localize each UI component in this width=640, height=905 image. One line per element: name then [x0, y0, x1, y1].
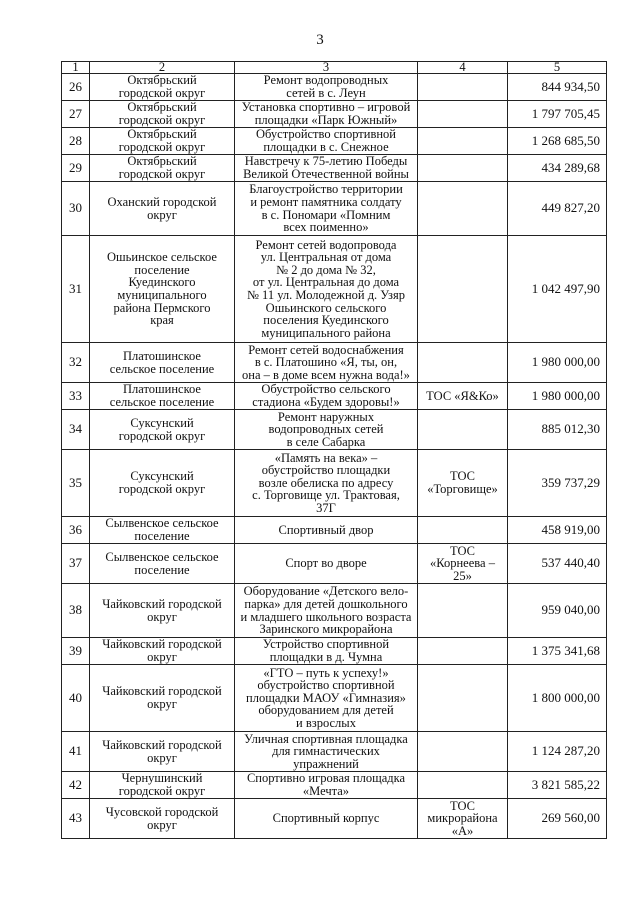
project-cell: «ГТО – путь к успеху!» обустройство спортивной площадки МАОУ «Гимназия» оборудованием для детей и взрослых [235, 665, 418, 732]
amount-cell: 1 980 000,00 [508, 383, 607, 410]
municipality-cell: Октябрьский городской округ [90, 101, 235, 128]
tos-cell [418, 772, 508, 799]
row-number: 36 [62, 517, 90, 544]
table-row [62, 772, 607, 799]
row-number: 28 [62, 128, 90, 155]
row-number: 30 [62, 182, 90, 236]
table-row [62, 799, 607, 839]
row-number: 38 [62, 584, 90, 638]
table-row [62, 155, 607, 182]
tos-cell: ТОС «Я&Ко» [418, 383, 508, 410]
amount-cell: 1 797 705,45 [508, 101, 607, 128]
row-number: 39 [62, 638, 90, 665]
tos-cell [418, 74, 508, 101]
tos-cell [418, 638, 508, 665]
municipality-cell: Октябрьский городской округ [90, 74, 235, 101]
project-cell: Ремонт водопроводных сетей в с. Леун [235, 74, 418, 101]
tos-cell [418, 343, 508, 383]
municipality-cell: Ошьинское сельское поселение Куединского муниципального района Пермского края [90, 236, 235, 343]
project-cell: Ремонт наружных водопроводных сетей в селе Сабарка [235, 410, 418, 450]
amount-cell: 449 827,20 [508, 182, 607, 236]
amount-cell: 1 042 497,90 [508, 236, 607, 343]
table-row [62, 182, 607, 236]
header-col-1: 1 [62, 62, 90, 74]
row-number: 33 [62, 383, 90, 410]
municipality-cell: Чернушинский городской округ [90, 772, 235, 799]
municipality-cell: Суксунский городской округ [90, 410, 235, 450]
table-row [62, 665, 607, 732]
municipality-cell: Чайковский городской округ [90, 584, 235, 638]
row-number: 31 [62, 236, 90, 343]
table-row [62, 584, 607, 638]
municipality-cell: Чусовской городской округ [90, 799, 235, 839]
row-number: 40 [62, 665, 90, 732]
municipality-cell: Платошинское сельское поселение [90, 383, 235, 410]
amount-cell: 1 800 000,00 [508, 665, 607, 732]
table-row [62, 101, 607, 128]
tos-cell: ТОС микрорайона «А» [418, 799, 508, 839]
project-cell: Оборудование «Детского вело- парка» для детей дошкольного и младшего школьного возраста Заринского микрорайона [235, 584, 418, 638]
project-cell: Обустройство спортивной площадки в с. Снежное [235, 128, 418, 155]
municipality-cell: Чайковский городской округ [90, 638, 235, 665]
table-row [62, 410, 607, 450]
amount-cell: 3 821 585,22 [508, 772, 607, 799]
tos-cell [418, 128, 508, 155]
tos-cell [418, 732, 508, 772]
amount-cell: 959 040,00 [508, 584, 607, 638]
header-col-4: 4 [418, 62, 508, 74]
row-number: 43 [62, 799, 90, 839]
project-cell: Спортивный корпус [235, 799, 418, 839]
tos-cell: ТОС «Торговище» [418, 450, 508, 517]
table-row [62, 236, 607, 343]
project-cell: Навстречу к 75-летию Победы Великой Отечественной войны [235, 155, 418, 182]
municipality-cell: Чайковский городской округ [90, 665, 235, 732]
municipality-cell: Октябрьский городской округ [90, 128, 235, 155]
amount-cell: 1 268 685,50 [508, 128, 607, 155]
municipality-cell: Сылвенское сельское поселение [90, 544, 235, 584]
tos-cell [418, 517, 508, 544]
tos-cell [418, 410, 508, 450]
header-col-3: 3 [235, 62, 418, 74]
project-cell: Ремонт сетей водопровода ул. Центральная от дома № 2 до дома № 32, от ул. Центральная до дома № 11 ул. Молодежной д. Узяр Ошьинского сельского поселения Куединского муниципального района [235, 236, 418, 343]
municipality-cell: Платошинское сельское поселение [90, 343, 235, 383]
tos-cell [418, 101, 508, 128]
tos-cell [418, 236, 508, 343]
table-row [62, 128, 607, 155]
grants-table [61, 61, 607, 839]
project-cell: Спорт во дворе [235, 544, 418, 584]
project-cell: «Память на века» – обустройство площадки возле обелиска по адресу с. Торговище ул. Трактовая, 37Г [235, 450, 418, 517]
amount-cell: 1 124 287,20 [508, 732, 607, 772]
row-number: 32 [62, 343, 90, 383]
municipality-cell: Оханский городской округ [90, 182, 235, 236]
table-body [62, 74, 607, 839]
table-row [62, 517, 607, 544]
project-cell: Благоустройство территории и ремонт памятника солдату в с. Пономари «Помним всех поименно» [235, 182, 418, 236]
tos-cell [418, 665, 508, 732]
table-row [62, 544, 607, 584]
project-cell: Установка спортивно – игровой площадки «Парк Южный» [235, 101, 418, 128]
municipality-cell: Чайковский городской округ [90, 732, 235, 772]
project-cell: Уличная спортивная площадка для гимнастических упражнений [235, 732, 418, 772]
amount-cell: 1 980 000,00 [508, 343, 607, 383]
municipality-cell: Сылвенское сельское поселение [90, 517, 235, 544]
row-number: 42 [62, 772, 90, 799]
amount-cell: 269 560,00 [508, 799, 607, 839]
row-number: 37 [62, 544, 90, 584]
project-cell: Обустройство сельского стадиона «Будем здоровы!» [235, 383, 418, 410]
project-cell: Устройство спортивной площадки в д. Чумна [235, 638, 418, 665]
project-cell: Спортивный двор [235, 517, 418, 544]
header-col-5: 5 [508, 62, 607, 74]
tos-cell: ТОС «Корнеева – 25» [418, 544, 508, 584]
table-row [62, 638, 607, 665]
amount-cell: 885 012,30 [508, 410, 607, 450]
project-cell: Ремонт сетей водоснабжения в с. Платошино «Я, ты, он, она – в доме всем нужна вода!» [235, 343, 418, 383]
row-number: 26 [62, 74, 90, 101]
table-row [62, 732, 607, 772]
table-row [62, 383, 607, 410]
header-col-2: 2 [90, 62, 235, 74]
amount-cell: 1 375 341,68 [508, 638, 607, 665]
row-number: 27 [62, 101, 90, 128]
amount-cell: 844 934,50 [508, 74, 607, 101]
project-cell: Спортивно игровая площадка «Мечта» [235, 772, 418, 799]
header-row [62, 62, 607, 74]
tos-cell [418, 155, 508, 182]
municipality-cell: Октябрьский городской округ [90, 155, 235, 182]
page-number: 3 [316, 32, 324, 48]
row-number: 29 [62, 155, 90, 182]
row-number: 41 [62, 732, 90, 772]
table-row [62, 74, 607, 101]
row-number: 35 [62, 450, 90, 517]
tos-cell [418, 584, 508, 638]
amount-cell: 359 737,29 [508, 450, 607, 517]
tos-cell [418, 182, 508, 236]
table-row [62, 450, 607, 517]
row-number: 34 [62, 410, 90, 450]
municipality-cell: Суксунский городской округ [90, 450, 235, 517]
table-row [62, 343, 607, 383]
amount-cell: 537 440,40 [508, 544, 607, 584]
amount-cell: 458 919,00 [508, 517, 607, 544]
amount-cell: 434 289,68 [508, 155, 607, 182]
